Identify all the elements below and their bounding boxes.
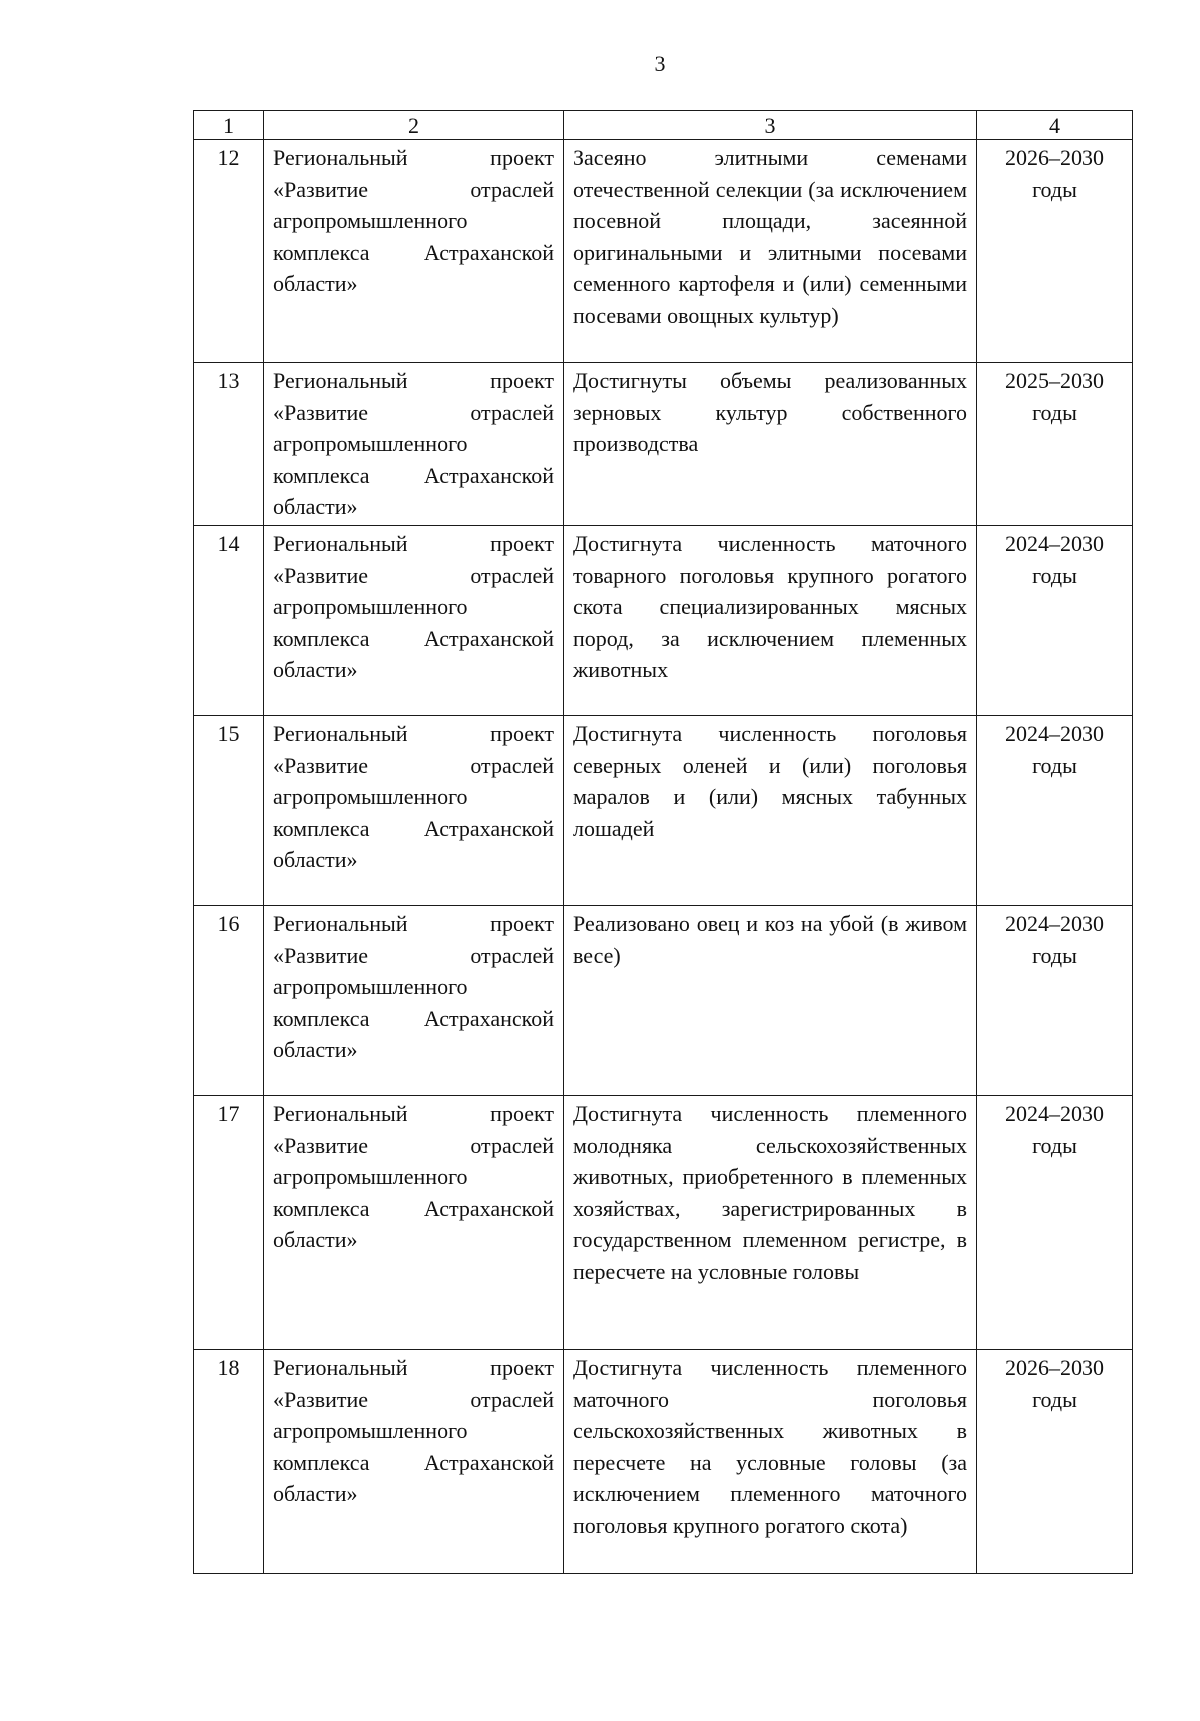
header-cell: 1 <box>194 111 264 140</box>
period-cell <box>977 905 1133 1095</box>
period-unit: годы <box>1032 399 1077 425</box>
row-number: 15 <box>194 715 264 905</box>
project-name: Региональный проект «Развитие отраслей агропромышленного комплекса Астраханской области» <box>264 363 564 526</box>
table-row <box>194 140 1133 363</box>
project-name: Региональный проект «Развитие отраслей агропромышленного комплекса Астраханской области» <box>264 905 564 1095</box>
indicator-text: Достигнута численность племенного молодняка сельскохозяйственных животных, приобретенного в племенных хозяйствах, зарегистрированных в государственном племенном регистре, в пересчете на условные головы <box>564 1095 977 1349</box>
period-unit: годы <box>1032 1132 1077 1158</box>
period-years: 2024–2030 <box>1005 910 1104 936</box>
table-row <box>194 1095 1133 1349</box>
indicator-text: Достигнута численность племенного маточного поголовья сельскохозяйственных животных в пересчете на условные головы (за исключением племенного маточного поголовья крупного рогатого скота) <box>564 1349 977 1573</box>
period-cell <box>977 140 1133 363</box>
table-row <box>194 1349 1133 1573</box>
period-unit: годы <box>1032 1386 1077 1412</box>
project-name: Региональный проект «Развитие отраслей агропромышленного комплекса Астраханской области» <box>264 525 564 715</box>
indicator-text: Засеяно элитными семенами отечественной селекции (за исключением посевной площади, засеянной оригинальными и элитными посевами семенного картофеля и (или) семенными посевами овощных культур) <box>564 140 977 363</box>
indicators-table <box>193 110 1133 1574</box>
table-header-row <box>194 111 1133 140</box>
indicator-text: Достигнута численность маточного товарного поголовья крупного рогатого скота специализированных мясных пород, за исключением племенных животных <box>564 525 977 715</box>
period-years: 2024–2030 <box>1005 1100 1104 1126</box>
row-number: 13 <box>194 363 264 526</box>
header-cell: 3 <box>564 111 977 140</box>
period-cell <box>977 715 1133 905</box>
period-cell <box>977 1095 1133 1349</box>
indicator-text: Достигнута численность поголовья северных оленей и (или) поголовья маралов и (или) мясных табунных лошадей <box>564 715 977 905</box>
project-name: Региональный проект «Развитие отраслей агропромышленного комплекса Астраханской области» <box>264 140 564 363</box>
row-number: 16 <box>194 905 264 1095</box>
row-number: 18 <box>194 1349 264 1573</box>
header-cell: 2 <box>264 111 564 140</box>
header-cell: 4 <box>977 111 1133 140</box>
period-years: 2024–2030 <box>1005 720 1104 746</box>
period-unit: годы <box>1032 562 1077 588</box>
table-row <box>194 905 1133 1095</box>
period-cell <box>977 1349 1133 1573</box>
period-years: 2024–2030 <box>1005 530 1104 556</box>
row-number: 12 <box>194 140 264 363</box>
indicator-text: Достигнуты объемы реализованных зерновых культур собственного производства <box>564 363 977 526</box>
row-number: 14 <box>194 525 264 715</box>
indicator-text: Реализовано овец и коз на убой (в живом весе) <box>564 905 977 1095</box>
project-name: Региональный проект «Развитие отраслей агропромышленного комплекса Астраханской области» <box>264 715 564 905</box>
period-years: 2026–2030 <box>1005 1354 1104 1380</box>
table-row <box>194 525 1133 715</box>
period-years: 2025–2030 <box>1005 368 1104 393</box>
table-row <box>194 363 1133 526</box>
period-unit: годы <box>1032 752 1077 778</box>
period-unit: годы <box>1032 942 1077 968</box>
period-unit: годы <box>1032 176 1077 202</box>
row-number: 17 <box>194 1095 264 1349</box>
page-number: 3 <box>654 51 666 76</box>
table-row <box>194 715 1133 905</box>
period-cell <box>977 525 1133 715</box>
project-name: Региональный проект «Развитие отраслей агропромышленного комплекса Астраханской области» <box>264 1095 564 1349</box>
period-cell <box>977 363 1133 526</box>
period-years: 2026–2030 <box>1005 145 1104 170</box>
project-name: Региональный проект «Развитие отраслей агропромышленного комплекса Астраханской области» <box>264 1349 564 1573</box>
